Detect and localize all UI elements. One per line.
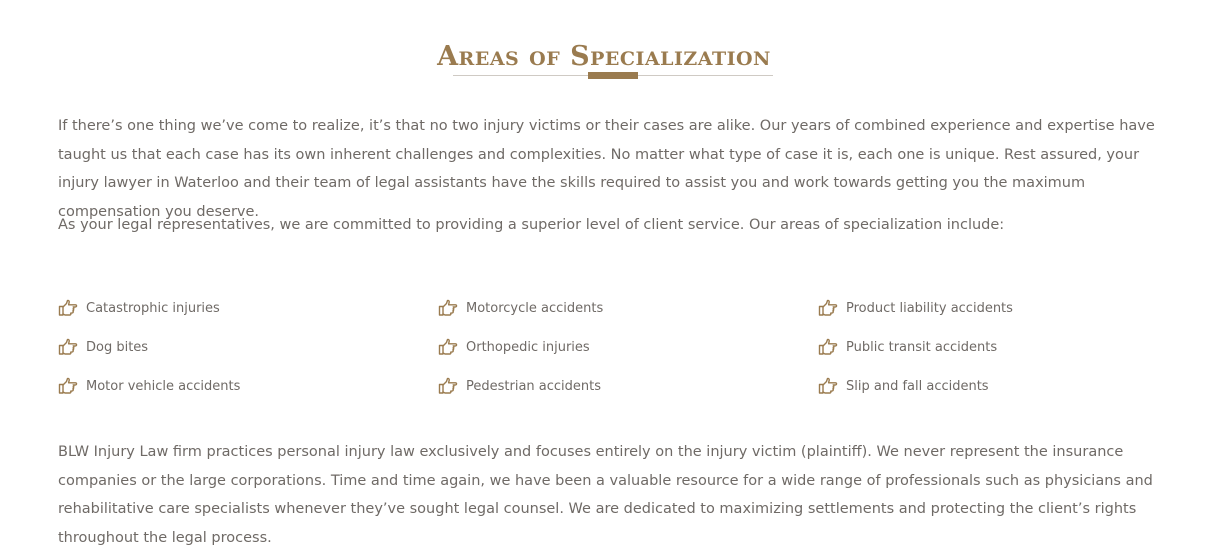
hand-pointing-right-icon	[58, 299, 78, 317]
list-item-label: Motorcycle accidents	[466, 300, 604, 316]
section-title: Areas of Specialization	[437, 41, 771, 73]
list-item-label: Product liability accidents	[846, 300, 1013, 316]
hand-pointing-right-icon	[58, 338, 78, 356]
list-item	[818, 374, 1198, 398]
intro-paragraph-2: As your legal representatives, we are committed to providing a superior level of client service. Our areas of specialization include:	[58, 217, 1005, 233]
list-item	[58, 335, 438, 359]
hand-pointing-right-icon	[818, 299, 838, 317]
list-item-label: Slip and fall accidents	[846, 378, 989, 394]
list-item	[58, 374, 438, 398]
hand-pointing-right-icon	[438, 377, 458, 395]
list-item-label: Motor vehicle accidents	[86, 378, 241, 394]
hand-pointing-right-icon	[438, 338, 458, 356]
list-item	[818, 335, 1198, 359]
list-item-label: Public transit accidents	[846, 339, 998, 355]
hand-pointing-right-icon	[818, 377, 838, 395]
list-item-label: Orthopedic injuries	[466, 339, 590, 355]
title-divider-accent	[588, 72, 638, 79]
list-item-label: Catastrophic injuries	[86, 300, 220, 316]
list-item	[438, 335, 818, 359]
list-item	[58, 296, 438, 320]
list-item-label: Dog bites	[86, 339, 149, 355]
intro-paragraph: If there’s one thing we’ve come to realize, it’s that no two injury victims or their cases are alike. Our years of combined experience and expertise have taught us that each case has its own inherent challenges and complexities. No matter what type of case it is, each one is unique. Rest assured, your injury lawyer in Waterloo and their team of legal assistants have the skills required to assist you and work towards getting you the maximum compensation you deserve.	[58, 118, 1155, 220]
list-item	[818, 296, 1198, 320]
hand-pointing-right-icon	[818, 338, 838, 356]
list-item	[438, 374, 818, 398]
closing-paragraph: BLW Injury Law firm practices personal injury law exclusively and focuses entirely on the injury victim (plaintiff). We never represent the insurance companies or the large corporations. Time and time again, we have been a valuable resource for a wide range of professionals such as physicians and rehabilitative care specialists whenever they’ve sought legal counsel. We are dedicated to maximizing settlements and protecting the client’s rights throughout the legal process.	[58, 444, 1153, 546]
hand-pointing-right-icon	[438, 299, 458, 317]
hand-pointing-right-icon	[58, 377, 78, 395]
specialization-list	[58, 296, 1198, 413]
list-item	[438, 296, 818, 320]
list-item-label: Pedestrian accidents	[466, 378, 602, 394]
